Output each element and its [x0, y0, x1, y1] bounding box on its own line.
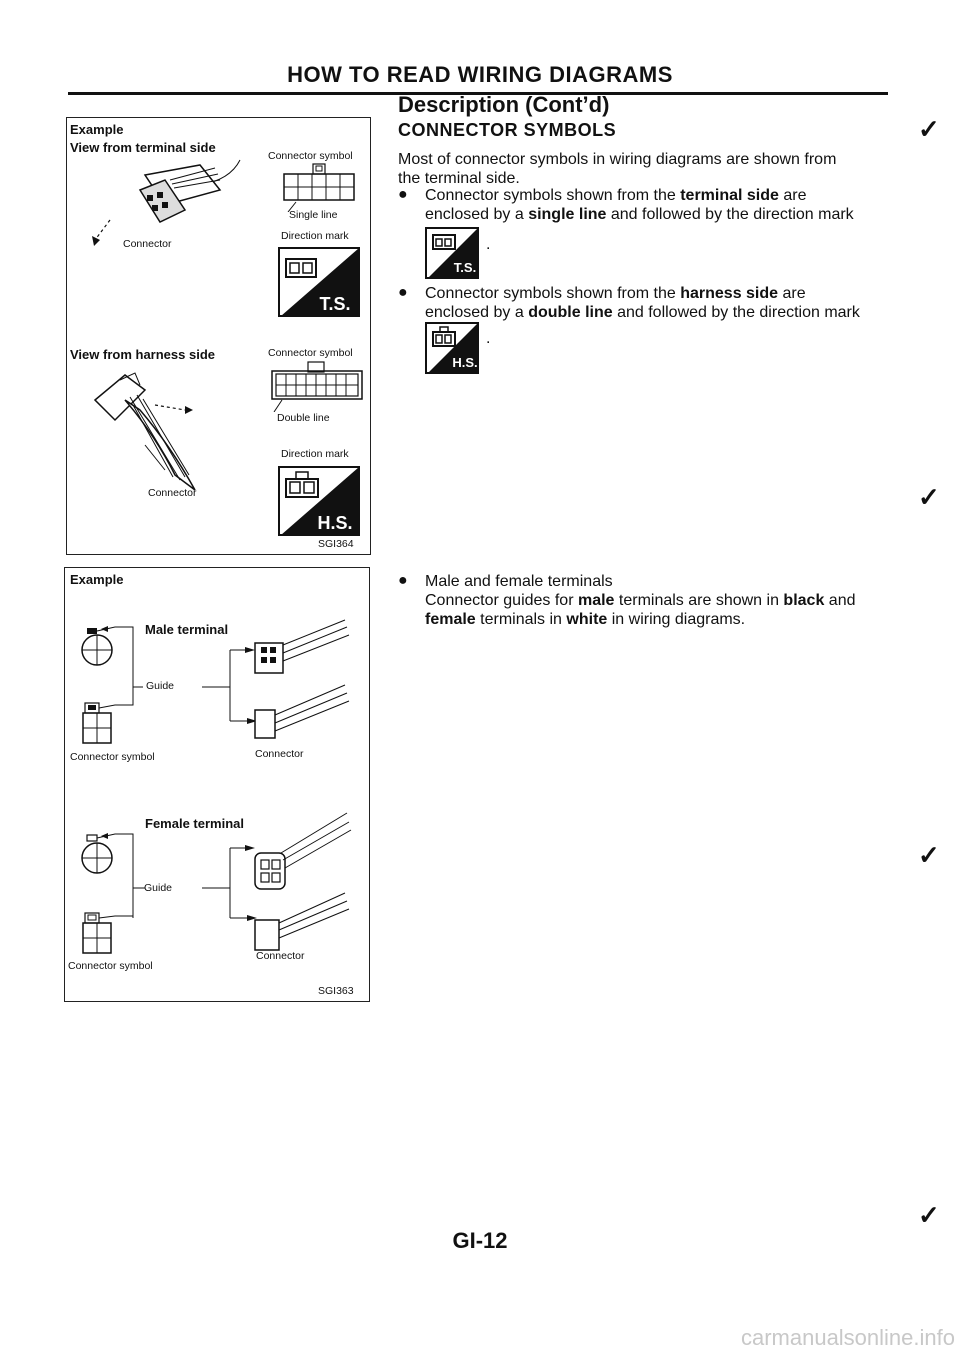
svg-text:T.S.: T.S.: [319, 294, 351, 314]
fig2-connector-label-1: Connector: [255, 748, 304, 760]
fig1-connector-label-2: Connector: [148, 487, 197, 499]
male-terminal-diagram: [75, 615, 365, 745]
fig1-single-line-label: Single line: [289, 209, 338, 221]
fig1-connector-label-1: Connector: [123, 238, 172, 250]
female-terminal-diagram: [75, 808, 365, 958]
fig1-code: SGI364: [318, 538, 354, 550]
intro-text: [398, 150, 836, 188]
fig2-connector-label-2: Connector: [256, 950, 305, 962]
binder-mark-2: ✓: [918, 482, 940, 512]
svg-text:T.S.: T.S.: [453, 260, 477, 275]
binder-mark-4: ✓: [918, 1200, 940, 1230]
fig1-connector-symbol-label-2: Connector symbol: [268, 347, 353, 359]
connector-terminal-side-drawing: [90, 150, 260, 250]
binder-mark-3: ✓: [918, 840, 940, 870]
fig1-view-harness-label: View from harness side: [70, 347, 215, 362]
svg-text:H.S.: H.S.: [452, 355, 478, 370]
watermark: carmanualsonline.info: [740, 1325, 955, 1350]
intro-line-1: Most of connector symbols in wiring diagrams are shown from: [398, 151, 837, 168]
fig1-double-line-label: Double line: [277, 412, 330, 424]
bullet-harness-side: Connector symbols shown from the harness side are enclosed by a double line and followed by the direction mark: [425, 285, 860, 321]
page-header: HOW TO READ WIRING DIAGRAMS: [287, 62, 673, 87]
bullet-dot-3: ●: [398, 572, 408, 589]
fig1-connector-symbol-label-1: Connector symbol: [268, 150, 353, 162]
bullet-male-female: Male and female terminals Connector guides for male terminals are shown in black and female terminals in white in wiring diagrams.: [425, 573, 856, 628]
ts-direction-mark: [425, 227, 479, 279]
fig2-example-label: Example: [70, 572, 124, 587]
page-number: GI-12: [452, 1228, 508, 1253]
fig2-connector-symbol-label-1: Connector symbol: [70, 751, 155, 763]
fig2-male-terminal-label: Male terminal: [145, 622, 229, 637]
hs-direction-mark: [425, 322, 479, 374]
intro-line-2: the terminal side.: [398, 170, 520, 187]
connector-harness-side-drawing: [85, 365, 215, 505]
fig1-direction-mark-label-2: Direction mark: [281, 448, 349, 460]
section-heading: CONNECTOR SYMBOLS: [398, 120, 617, 140]
bullet-dot-2: ●: [398, 284, 408, 301]
connector-symbol-double-line: [268, 360, 366, 412]
fig2-guide-label-1: Guide: [146, 680, 175, 692]
fig1-view-terminal-label: View from terminal side: [70, 140, 216, 155]
fig1-example-label: Example: [70, 122, 124, 137]
svg-text:H.S.: H.S.: [317, 513, 353, 533]
bullet-dot-1: ●: [398, 186, 408, 203]
section-subtitle: Description (Cont’d): [398, 92, 610, 117]
fig2-connector-symbol-label-2: Connector symbol: [68, 960, 153, 972]
binder-mark-1: ✓: [918, 114, 940, 144]
fig1-ts-mark: [278, 247, 360, 317]
fig2-code: SGI363: [318, 985, 354, 997]
fig1-direction-mark-label-1: Direction mark: [281, 230, 349, 242]
fig1-hs-mark: [278, 466, 360, 536]
fig2-guide-label-2: Guide: [144, 882, 173, 894]
bullet-terminal-side: Connector symbols shown from the terminal side are enclosed by a single line and followed by the direction mark: [425, 187, 854, 223]
fig2-female-terminal-label: Female terminal: [145, 816, 244, 831]
connector-symbol-single-line: [278, 162, 360, 212]
